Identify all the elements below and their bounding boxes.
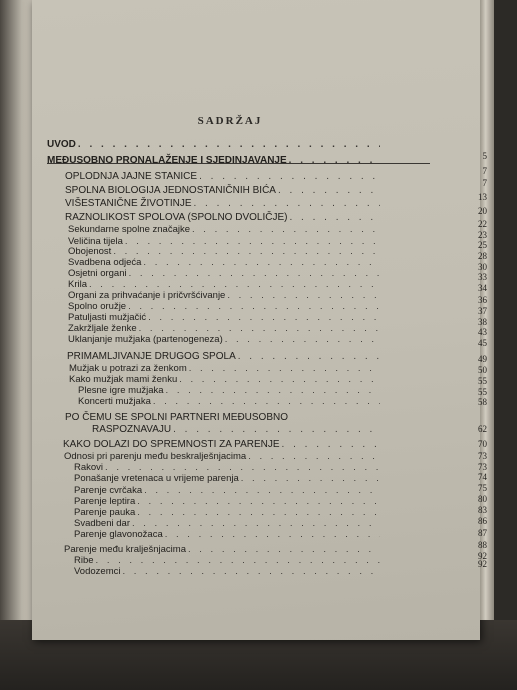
toc-label: UVOD	[47, 139, 76, 150]
toc-entry	[65, 413, 382, 423]
toc-page-number: 92	[478, 559, 487, 569]
toc-entry	[74, 497, 382, 507]
toc-page-number: 38	[478, 317, 487, 327]
toc-entry	[65, 213, 382, 223]
toc-entry	[69, 375, 382, 385]
toc-entry	[64, 545, 382, 555]
toc-label: Parenje leptira	[74, 496, 136, 507]
toc-label: RAZNOLIKOST SPOLOVA (SPOLNO DVOLIČJE)	[65, 212, 288, 223]
toc-label: Veličina tijela	[68, 236, 123, 247]
toc-label: PRIMAMLJIVANJE DRUGOG SPOLA	[67, 351, 236, 362]
toc-page-number: 58	[478, 397, 487, 407]
toc-entry	[65, 186, 382, 196]
toc-label: VIŠESTANIČNE ŽIVOTINJE	[65, 198, 192, 209]
toc-page-number: 49	[478, 354, 487, 364]
toc-entry	[74, 486, 382, 496]
toc-entry	[68, 302, 382, 312]
contents-heading: SADRŽAJ	[197, 115, 263, 127]
toc-entry	[74, 508, 382, 518]
toc-entry	[74, 567, 382, 577]
toc-page-number: 73	[478, 451, 487, 461]
toc-page-number: 7	[482, 178, 487, 188]
toc-page-number: 74	[478, 472, 487, 482]
toc-entry	[74, 474, 382, 484]
toc-entry	[74, 463, 382, 473]
toc-entry	[68, 280, 382, 290]
toc-label: Organi za prihvaćanje i pričvršćivanje	[68, 290, 226, 301]
toc-page-number: 43	[478, 327, 487, 337]
toc-entry	[67, 352, 382, 362]
toc-label: Obojenost	[68, 246, 112, 257]
toc-entry	[63, 440, 382, 450]
toc-page-number: 5	[482, 151, 487, 161]
toc-label: RASPOZNAVAJU	[92, 424, 172, 435]
toc-label: MEĐUSOBNO PRONALAŽENJE I SJEDINJAVANJE	[47, 155, 287, 166]
toc-label: Odnosi pri parenju među beskralješnjacima	[64, 451, 247, 462]
toc-entry	[68, 225, 382, 235]
toc-page-number: 20	[478, 206, 487, 216]
toc-label: PO ČEMU SE SPOLNI PARTNERI MEĐUSOBNO	[65, 412, 289, 423]
toc-page-number: 73	[478, 462, 487, 472]
toc-page-number: 87	[478, 528, 487, 538]
toc-label: KAKO DOLAZI DO SPREMNOSTI ZA PARENJE	[63, 439, 280, 450]
toc-page-number: 22	[478, 219, 487, 229]
toc-label: Zakržljale ženke	[68, 323, 137, 334]
toc-page-number: 7	[482, 166, 487, 176]
toc-page-number: 50	[478, 365, 487, 375]
toc-page-number: 45	[478, 338, 487, 348]
toc-label: Vodozemci	[74, 566, 121, 577]
toc-entry	[78, 386, 382, 396]
toc-page-number: 86	[478, 516, 487, 526]
toc-entry	[47, 156, 382, 166]
toc-page-number: 92	[478, 551, 487, 561]
toc-entry	[64, 452, 382, 462]
toc-label: Osjetni organi	[68, 268, 127, 279]
toc-entry	[65, 172, 382, 182]
toc-entry	[68, 237, 382, 247]
toc-entry	[68, 324, 382, 334]
toc-page-number: 83	[478, 505, 487, 515]
toc-label: Patuljasti mužjačić	[68, 312, 147, 323]
toc-label: Parenje glavonožaca	[74, 529, 163, 540]
toc-entry	[65, 199, 382, 209]
toc-entry	[69, 364, 382, 374]
toc-page-number: 62	[478, 424, 487, 434]
toc-label: Parenje među kralješnjacima	[64, 544, 186, 555]
toc-page-number: 33	[478, 272, 487, 282]
toc-page-number: 30	[478, 262, 487, 272]
toc-page-number: 55	[478, 387, 487, 397]
toc-entry	[74, 530, 382, 540]
toc-page-number: 36	[478, 295, 487, 305]
toc-page-number: 75	[478, 483, 487, 493]
toc-label: Krila	[68, 279, 88, 290]
toc-label: Kako mužjak mami ženku	[69, 374, 178, 385]
toc-label: Sekundarne spolne značajke	[68, 224, 191, 235]
toc-label: Ponašanje vretenaca u vrijeme parenja	[74, 473, 239, 484]
toc-page-number: 55	[478, 376, 487, 386]
toc-entry	[92, 425, 382, 435]
toc-entry	[68, 291, 382, 301]
toc-label: OPLODNJA JAJNE STANICE	[65, 171, 198, 182]
toc-page-number: 28	[478, 251, 487, 261]
toc-entry	[68, 269, 382, 279]
toc-page-number: 34	[478, 283, 487, 293]
toc-page-number: 37	[478, 306, 487, 316]
toc-entry	[78, 397, 382, 407]
toc-label: Koncerti mužjaka	[78, 396, 151, 407]
toc-page-number: 88	[478, 540, 487, 550]
toc-entry	[74, 556, 382, 566]
toc-entry	[68, 335, 382, 345]
toc-page-number: 80	[478, 494, 487, 504]
toc-label: Spolno oružje	[68, 301, 127, 312]
toc-entry	[68, 247, 382, 257]
toc-page-number: 70	[478, 439, 487, 449]
toc-entry	[68, 258, 382, 268]
toc-entry	[74, 519, 382, 529]
toc-label: Svadbena odjeća	[68, 257, 142, 268]
toc-label: SPOLNA BIOLOGIJA JEDNOSTANIČNIH BIĆA	[65, 185, 276, 196]
toc-label: Parenje pauka	[74, 507, 136, 518]
toc-page-number: 25	[478, 240, 487, 250]
toc-page-number: 23	[478, 230, 487, 240]
toc-label: Uklanjanje mužjaka (partenogeneza)	[68, 334, 223, 345]
toc-entry	[68, 313, 382, 323]
toc-page-number: 13	[478, 192, 487, 202]
toc-label: Mužjak u potrazi za ženkom	[69, 363, 187, 374]
toc-label: Svadbeni dar	[74, 518, 130, 529]
toc-label: Plesne igre mužjaka	[78, 385, 164, 396]
toc-entry	[47, 140, 382, 150]
toc-label: Rakovi	[74, 462, 104, 473]
toc-label: Ribe	[74, 555, 94, 566]
toc-label: Parenje cvrčaka	[74, 485, 143, 496]
